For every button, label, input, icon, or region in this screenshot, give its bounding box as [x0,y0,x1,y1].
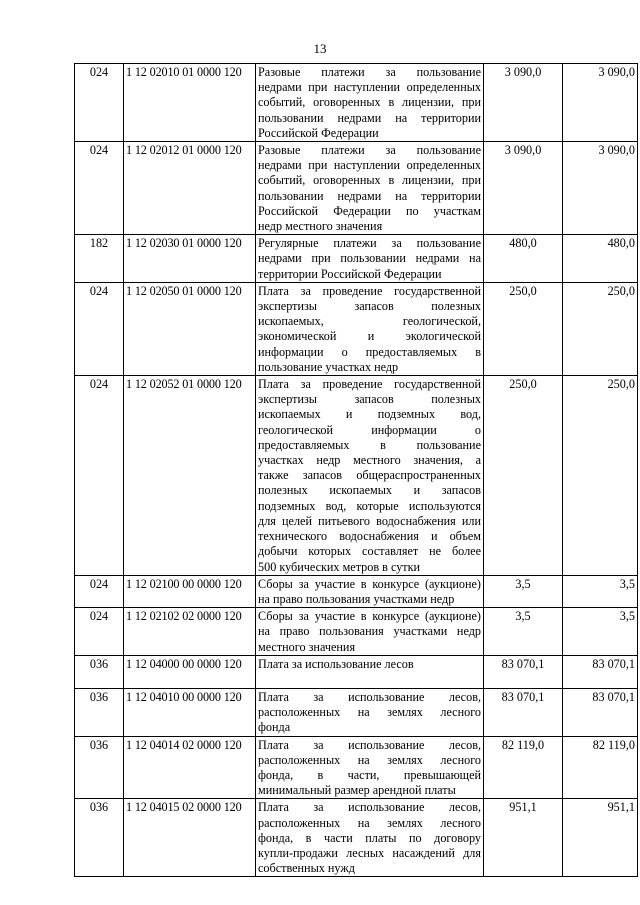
budget-revenue-table [74,63,638,877]
revenue-name-line: экспертизы запасов полезных [258,392,481,407]
amount-cell-2: 83 070,1 [563,688,638,736]
revenue-name-cell [256,64,484,142]
admin-code-cell: 024 [75,282,124,375]
admin-code-cell: 036 [75,688,124,736]
revenue-code-cell: 1 12 02012 01 0000 120 [124,142,256,235]
amount-cell-1: 3,5 [484,608,563,656]
amount-cell-1: 951,1 [484,799,563,877]
revenue-code-cell: 1 12 04000 00 0000 120 [124,655,256,688]
table-row [75,608,638,656]
amount-cell-1: 250,0 [484,282,563,375]
table-row [75,688,638,736]
admin-code-cell: 036 [75,655,124,688]
revenue-name-cell [256,142,484,235]
amount-cell-2: 250,0 [563,282,638,375]
page-number: 13 [313,41,327,56]
revenue-name-line: Сборы за участие в конкурсе (аукционе) [258,576,481,591]
revenue-name-line: экспертизы запасов полезных [258,299,481,314]
revenue-name-line: фонда [258,720,291,735]
table-row [75,799,638,877]
revenue-name-line: пользовании недрами на территории [258,110,481,125]
table-row [75,575,638,607]
amount-cell-2: 480,0 [563,235,638,283]
admin-code-cell: 024 [75,608,124,656]
revenue-name-line: фонда, в части платы по договору [258,830,481,845]
amount-cell-2: 250,0 [563,376,638,576]
admin-code-cell: 024 [75,64,124,142]
revenue-name-cell [256,235,484,283]
table-row [75,376,638,576]
admin-code-cell: 036 [75,736,124,799]
revenue-name-line: местного значения [258,639,356,654]
admin-code-cell: 024 [75,376,124,576]
revenue-name-line: пользовании недрами на территории [258,188,481,203]
amount-cell-2: 3,5 [563,575,638,607]
revenue-name-line: Разовые платежи за пользование [258,143,481,158]
revenue-code-cell: 1 12 02102 02 0000 120 [124,608,256,656]
revenue-name-line: территории Российской Федерации [258,266,442,281]
admin-code-cell: 182 [75,235,124,283]
amount-cell-1: 480,0 [484,235,563,283]
table-row [75,142,638,235]
table-row [75,282,638,375]
amount-cell-1: 3 090,0 [484,64,563,142]
revenue-code-cell: 1 12 02010 01 0000 120 [124,64,256,142]
table-row [75,736,638,799]
revenue-name-line: Плата за использование лесов, [258,737,481,752]
revenue-name-cell [256,688,484,736]
amount-cell-1: 83 070,1 [484,688,563,736]
revenue-code-cell: 1 12 04010 00 0000 120 [124,688,256,736]
table-row [75,655,638,688]
revenue-name-line: Регулярные платежи за пользование [258,236,481,251]
revenue-name-line: Сборы за участие в конкурсе (аукционе) [258,609,481,624]
amount-cell-2: 3 090,0 [563,64,638,142]
revenue-name-line: купли-продажи лесных насаждений для [258,845,481,860]
revenue-name-line: участках недр местного значения, а [258,453,481,468]
revenue-name-line: подземных вод, которые используются [258,498,481,513]
revenue-name-line: фонда, в части, превышающей [258,767,481,782]
revenue-code-cell: 1 12 04014 02 0000 120 [124,736,256,799]
amount-cell-1: 82 119,0 [484,736,563,799]
revenue-name-line: недр местного значения [258,219,383,234]
revenue-name-line: расположенных на землях лесного [258,705,481,720]
revenue-name-line: геологической информации о [258,422,481,437]
revenue-name-line: информации о предоставляемых в [258,344,481,359]
amount-cell-1: 3 090,0 [484,142,563,235]
amount-cell-2: 83 070,1 [563,655,638,688]
amount-cell-2: 3,5 [563,608,638,656]
revenue-name-line: Плата за проведение государственной [258,377,481,392]
revenue-name-line: пользование участках недр [258,359,399,374]
revenue-name-line: недрами при пользовании недрами на [258,251,481,266]
revenue-name-cell [256,608,484,656]
revenue-code-cell: 1 12 02050 01 0000 120 [124,282,256,375]
revenue-name-line: на право пользования участками недр [258,591,455,606]
revenue-name-cell [256,575,484,607]
amount-cell-2: 3 090,0 [563,142,638,235]
revenue-name-line: недрами при наступлении определенных [258,158,481,173]
revenue-name-line: Разовые платежи за пользование [258,65,481,79]
revenue-code-cell: 1 12 02030 01 0000 120 [124,235,256,283]
revenue-code-cell: 1 12 02052 01 0000 120 [124,376,256,576]
revenue-name-line: для целей питьевого водоснабжения или [258,513,481,528]
amount-cell-1: 250,0 [484,376,563,576]
revenue-name-line: технического водоснабжения и объем [258,529,481,544]
revenue-name-line: Российской Федерации [258,125,379,140]
revenue-name-line: на право пользования участками недр [258,624,481,639]
revenue-name-line: Плата за использование лесов, [258,800,481,815]
amount-cell-1: 83 070,1 [484,655,563,688]
revenue-name-line: Плата за использование лесов [258,656,414,671]
revenue-name-line: добычи которых составляет не более [258,544,481,559]
amount-cell-1: 3,5 [484,575,563,607]
revenue-name-line: ископаемых, геологической, [258,314,481,329]
revenue-name-line: событий, оговоренных в лицензии, при [258,95,481,110]
revenue-name-line: расположенных на землях лесного [258,815,481,830]
table-body [75,64,638,877]
amount-cell-2: 951,1 [563,799,638,877]
revenue-name-line: также запасов общераспространенных [258,468,481,483]
revenue-code-cell: 1 12 02100 00 0000 120 [124,575,256,607]
revenue-name-line: Российской Федерации по участкам [258,203,481,218]
revenue-name-cell [256,655,484,688]
revenue-name-cell [256,736,484,799]
revenue-name-line: собственных нужд [258,861,355,876]
admin-code-cell: 024 [75,142,124,235]
revenue-code-cell: 1 12 04015 02 0000 120 [124,799,256,877]
revenue-name-line: предоставляемых в пользование [258,437,481,452]
revenue-name-line: Плата за использование лесов, [258,689,481,704]
revenue-name-cell [256,282,484,375]
revenue-name-cell [256,376,484,576]
revenue-name-line: расположенных на землях лесного [258,752,481,767]
revenue-name-cell [256,799,484,877]
table-row [75,235,638,283]
admin-code-cell: 036 [75,799,124,877]
revenue-name-line: полезных ископаемых и запасов [258,483,481,498]
admin-code-cell: 024 [75,575,124,607]
revenue-name-line: недрами при наступлении определенных [258,80,481,95]
revenue-name-line: Плата за проведение государственной [258,283,481,298]
amount-cell-2: 82 119,0 [563,736,638,799]
table-row [75,64,638,142]
revenue-name-line: минимальный размер арендной платы [258,783,456,798]
revenue-name-line: 500 кубических метров в сутки [258,559,421,574]
revenue-name-line: экономической и экологической [258,329,481,344]
revenue-name-line: событий, оговоренных в лицензии, при [258,173,481,188]
revenue-name-line: ископаемых и подземных вод, [258,407,481,422]
